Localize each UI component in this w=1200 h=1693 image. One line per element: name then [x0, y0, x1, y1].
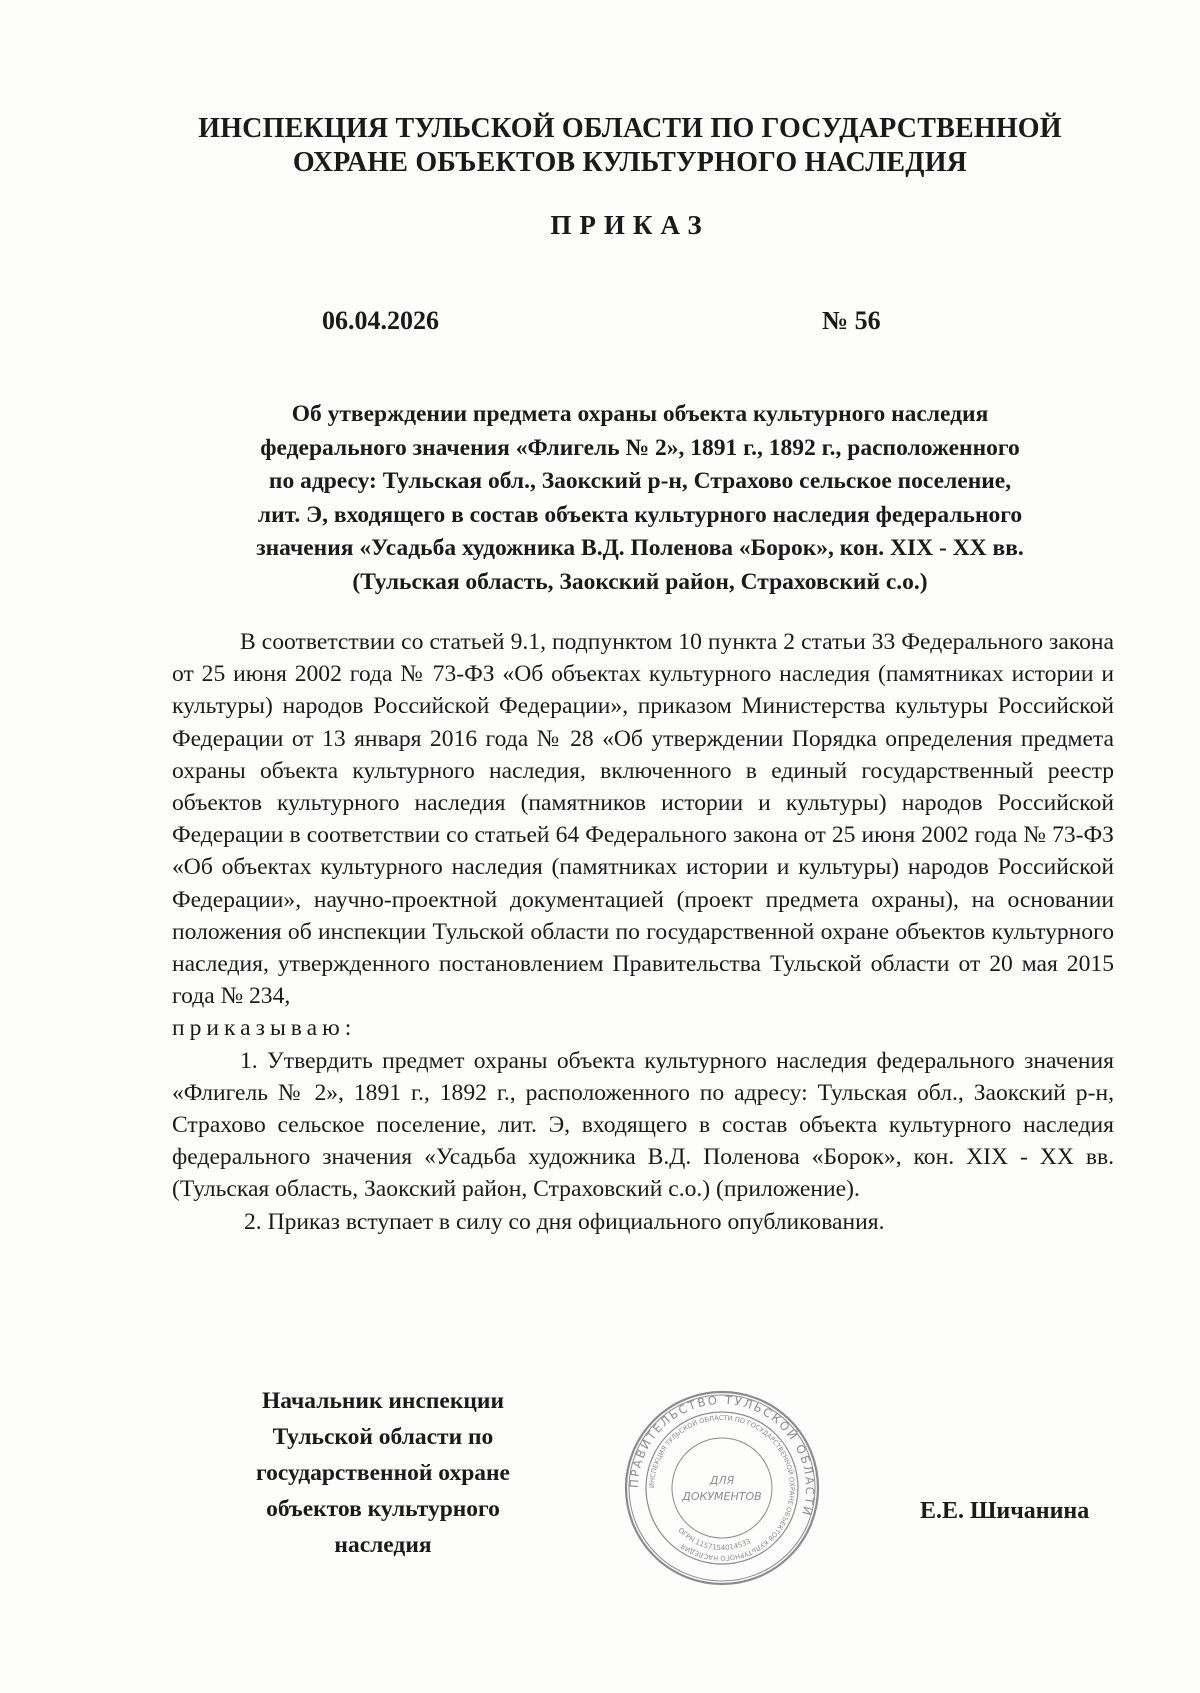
- seal-ogrn: ОГРН 1157154014533: [676, 1526, 752, 1553]
- signer-position-line: наследия: [334, 1532, 432, 1558]
- signer-position-line: Начальник инспекции: [261, 1388, 505, 1414]
- seal-center-line-1: ДЛЯ: [709, 1474, 735, 1487]
- document-body: [172, 626, 1114, 1238]
- official-seal: [622, 1388, 822, 1588]
- organization-title: [150, 112, 1110, 180]
- document-subject: [160, 398, 1120, 599]
- order-item-2: 2. Приказ вступает в силу со дня официального опубликования.: [244, 1208, 885, 1235]
- order-word: приказываю:: [172, 1015, 357, 1042]
- subject-line: значения «Усадьба художника В.Д. Поленова «Борок», кон. XIX - XX вв.: [256, 535, 1024, 561]
- signer-position: [218, 1383, 548, 1563]
- preamble-paragraph: В соответствии со статьей 9.1, подпунктом 10 пункта 2 статьи 33 Федерального закона от 25 июня 2002 года № 73-ФЗ «Об объектах культурного наследия (памятниках истории и культуры) народов Российской Федерации», приказом Министерства культуры Российской Федерации от 13 января 2016 года № 28 «Об утверждении Порядка определения предмета охраны объекта культурного наследия, включенного в единый государственный реестр объектов культурного наследия (памятников истории и культуры) народов Российской Федерации в соответствии со статьей 64 Федерального закона от 25 июня 2002 года № 73-ФЗ «Об объектах культурного наследия (памятниках истории и культуры) народов Российской Федерации», научно-проектной документацией (проект предмета охраны), на основании положения об инспекции Тульской области по государственной охране объектов культурного наследия, утвержденного постановлением Правительства Тульской области от 20 мая 2015 года № 234,: [172, 629, 1114, 1010]
- document-number: № 56: [822, 306, 881, 335]
- seal-icon: [622, 1388, 822, 1588]
- seal-center-line-2: ДОКУМЕНТОВ: [682, 1490, 762, 1503]
- subject-line: лит. Э, входящего в состав объекта культурного наследия федерального: [257, 501, 1023, 528]
- organization-title-line-1: ИНСПЕКЦИЯ ТУЛЬСКОЙ ОБЛАСТИ ПО ГОСУДАРСТВЕННОЙ: [198, 113, 1062, 144]
- subject-line: по адресу: Тульская обл., Заокский р-н, Страхово сельское поселение,: [268, 468, 1012, 494]
- signer-position-line: Тульской области по: [272, 1424, 494, 1450]
- subject-line: Об утверждении предмета охраны объекта культурного наследия: [291, 401, 989, 427]
- subject-line: (Тульская область, Заокский район, Страховский с.о.): [352, 568, 928, 595]
- document-type: ПРИКАЗ: [550, 210, 710, 240]
- organization-title-line-2: ОХРАНЕ ОБЪЕКТОВ КУЛЬТУРНОГО НАСЛЕДИЯ: [292, 147, 968, 178]
- signer-position-line: государственной охране: [256, 1460, 510, 1486]
- document-date: 06.04.2026: [322, 306, 439, 335]
- seal-outer-text: ПРАВИТЕЛЬСТВО ТУЛЬСКОЙ ОБЛАСТИ: [626, 1392, 818, 1519]
- order-item-1: 1. Утвердить предмет охраны объекта культурного наследия федерального значения «Флигель № 2», 1891 г., 1892 г., расположенного по адресу: Тульская обл., Заокский р-н, Страхово сельское поселение, лит. Э, входящего в состав объекта культурного наследия федерального значения «Усадьба художника В.Д. Поленова «Борок», кон. XIX - XX вв. (Тульская область, Заокский район, Страховский с.о.) (приложение).: [172, 1047, 1114, 1203]
- subject-line: федерального значения «Флигель № 2», 1891 г., 1892 г., расположенного: [260, 434, 1020, 461]
- signer-name: Е.Е. Шичанина: [920, 1498, 1090, 1524]
- signer-position-line: объектов культурного: [266, 1496, 500, 1522]
- seal-inner-text: ИНСПЕКЦИЯ ТУЛЬСКОЙ ОБЛАСТИ ПО ГОСУДАРСТВЕННОЙ ОХРАНЕ ОБЪЕКТОВ КУЛЬТУРНОГО НАСЛЕДИЯ: [647, 1413, 797, 1563]
